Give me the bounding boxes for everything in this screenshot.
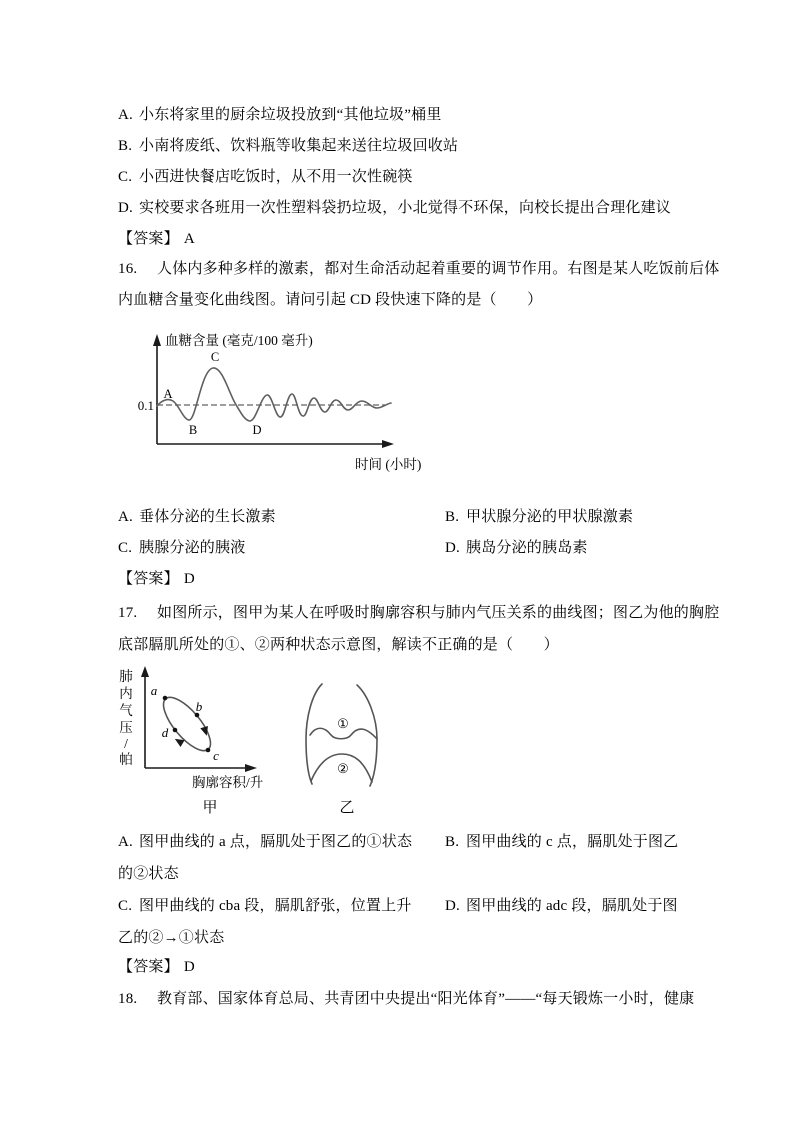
q17-option-a: [118, 833, 412, 851]
stem-text: 底部膈肌所处的①、②两种状态示意图，解读不正确的是（ ）: [118, 637, 559, 653]
point-label-B: B: [188, 423, 198, 437]
point-label-c: c: [213, 748, 219, 763]
glucose-curve: [157, 368, 391, 421]
option-label: C.: [118, 898, 133, 914]
stem-text: 人体内多种多样的激素，都对生命活动起着重要的调节作用。右图是某人吃饭前后体: [157, 261, 720, 277]
panel-yi-caption: 乙: [339, 800, 355, 816]
q17-option-b-continuation: [118, 865, 179, 883]
jia-x-axis-arrow-icon: [245, 764, 257, 772]
panel-jia-caption: 甲: [202, 800, 218, 816]
option-text: 小西进快餐店吃饭时，从不用一次性碗筷: [139, 169, 413, 185]
answer-value: D: [183, 959, 195, 975]
x-axis-arrow-icon: [382, 440, 394, 448]
diaphragm-panel-yi: [293, 676, 398, 822]
point-label-C: C: [210, 350, 220, 364]
q16-stem-line1: [118, 260, 719, 278]
option-text: 图甲曲线的 cba 段，膈肌舒张，位置上升: [139, 898, 412, 914]
point-label-b: b: [195, 699, 203, 714]
point-label-a: a: [150, 683, 158, 698]
state-2-label: ②: [337, 761, 349, 776]
pressure-volume-loop: [156, 690, 218, 757]
question-number: 18.: [118, 991, 138, 1007]
breathing-loop-panel-jia: [106, 664, 281, 818]
point-label-d: d: [161, 725, 169, 740]
option-text: 图甲曲线的 adc 段，膈肌处于图: [466, 898, 678, 914]
answer-prefix: 【答案】: [118, 959, 179, 975]
q15-option-a: [118, 106, 442, 124]
chart-y-axis-label: 血糖含量 (毫克/100 毫升): [165, 333, 313, 348]
option-text: 小南将废纸、饮料瓶等收集起来送往垃圾回收站: [139, 138, 459, 154]
option-text: 垂体分泌的生长激素: [139, 509, 276, 525]
q17-option-d: [445, 897, 678, 915]
answer-prefix: 【答案】: [118, 231, 179, 247]
q16-answer-line: [118, 570, 195, 588]
point-label-A: A: [163, 387, 173, 401]
q17-answer-line: [118, 958, 195, 976]
answer-prefix: 【答案】: [118, 571, 179, 587]
option-text: 图甲曲线的 c 点，膈肌处于图乙: [466, 834, 679, 850]
point-label-D: D: [252, 423, 262, 437]
loop-direction-arrow-icon: [173, 735, 185, 746]
q15-option-d: [118, 199, 671, 217]
option-text: 图甲曲线的 a 点，膈肌处于图乙的①状态: [139, 834, 413, 850]
jia-ylabel-char: 肺: [119, 669, 133, 684]
stem-text: 内血糖含量变化曲线图。请问引起 CD 段快速下降的是（ ）: [118, 292, 543, 308]
q17-option-d-continuation: [118, 929, 224, 947]
option-label: C.: [118, 169, 133, 185]
jia-ylabel-char: 气: [119, 703, 133, 718]
q15-option-c: [118, 168, 413, 186]
q16-option-a: [118, 508, 276, 526]
option-text: 胰腺分泌的胰液: [139, 540, 246, 556]
option-label: C.: [118, 540, 133, 556]
left-rib-outline: [306, 684, 322, 784]
q15-answer-line: [118, 230, 195, 248]
state-1-label: ①: [337, 716, 349, 731]
point-d-dot: [173, 728, 178, 733]
option-label: D.: [445, 898, 460, 914]
option-label: A.: [118, 834, 133, 850]
option-label: A.: [118, 107, 133, 123]
point-c-dot: [206, 748, 211, 753]
option-label: B.: [445, 509, 460, 525]
q16-option-c: [118, 539, 245, 557]
jia-ylabel-char: 内: [119, 686, 133, 701]
question-number: 16.: [118, 261, 138, 277]
point-a-dot: [163, 696, 168, 701]
stem-text: 教育部、国家体育总局、共青团中央提出“阳光体育”——“每天锻炼一小时，健康: [157, 991, 695, 1007]
jia-ylabel-char: 帕: [119, 752, 133, 767]
option-text: 的②状态: [118, 866, 179, 882]
jia-y-axis-arrow-icon: [141, 666, 149, 677]
answer-value: D: [183, 571, 195, 587]
answer-value: A: [183, 231, 195, 247]
q18-stem-line1: [118, 990, 694, 1008]
q17-stem-line1: [118, 604, 719, 622]
option-text: 甲状腺分泌的甲状腺激素: [466, 509, 634, 525]
q17-option-c: [118, 897, 412, 915]
q16-option-d: [445, 539, 588, 557]
option-label: B.: [445, 834, 460, 850]
glucose-chart: [128, 332, 440, 480]
stem-text: 如图所示，图甲为某人在呼吸时胸廓容积与肺内气压关系的曲线图；图乙为他的胸腔: [157, 605, 720, 621]
option-label: A.: [118, 509, 133, 525]
option-text: 小东将家里的厨余垃圾投放到“其他垃圾”桶里: [139, 107, 442, 123]
q16-option-b: [445, 508, 633, 526]
jia-x-axis-label: 胸廓容积/升: [192, 775, 264, 790]
option-text: 实校要求各班用一次性塑料袋扔垃圾，小北觉得不环保，向校长提出合理化建议: [139, 200, 672, 216]
q17-stem-line2: [118, 636, 559, 654]
q16-stem-line2: [118, 291, 542, 309]
option-label: D.: [445, 540, 460, 556]
option-label: D.: [118, 200, 133, 216]
q17-option-b: [445, 833, 678, 851]
jia-ylabel-char: 压: [119, 720, 133, 735]
question-number: 17.: [118, 605, 138, 621]
chart-x-axis-label: 时间 (小时): [355, 457, 422, 472]
option-text: 乙的②→①状态: [118, 930, 225, 946]
reference-value-label: 0.1: [137, 398, 154, 413]
jia-ylabel-char: /: [124, 736, 128, 751]
option-text: 胰岛分泌的胰岛素: [466, 540, 588, 556]
y-axis-arrow-icon: [153, 334, 161, 346]
option-label: B.: [118, 138, 133, 154]
q15-option-b: [118, 137, 458, 155]
